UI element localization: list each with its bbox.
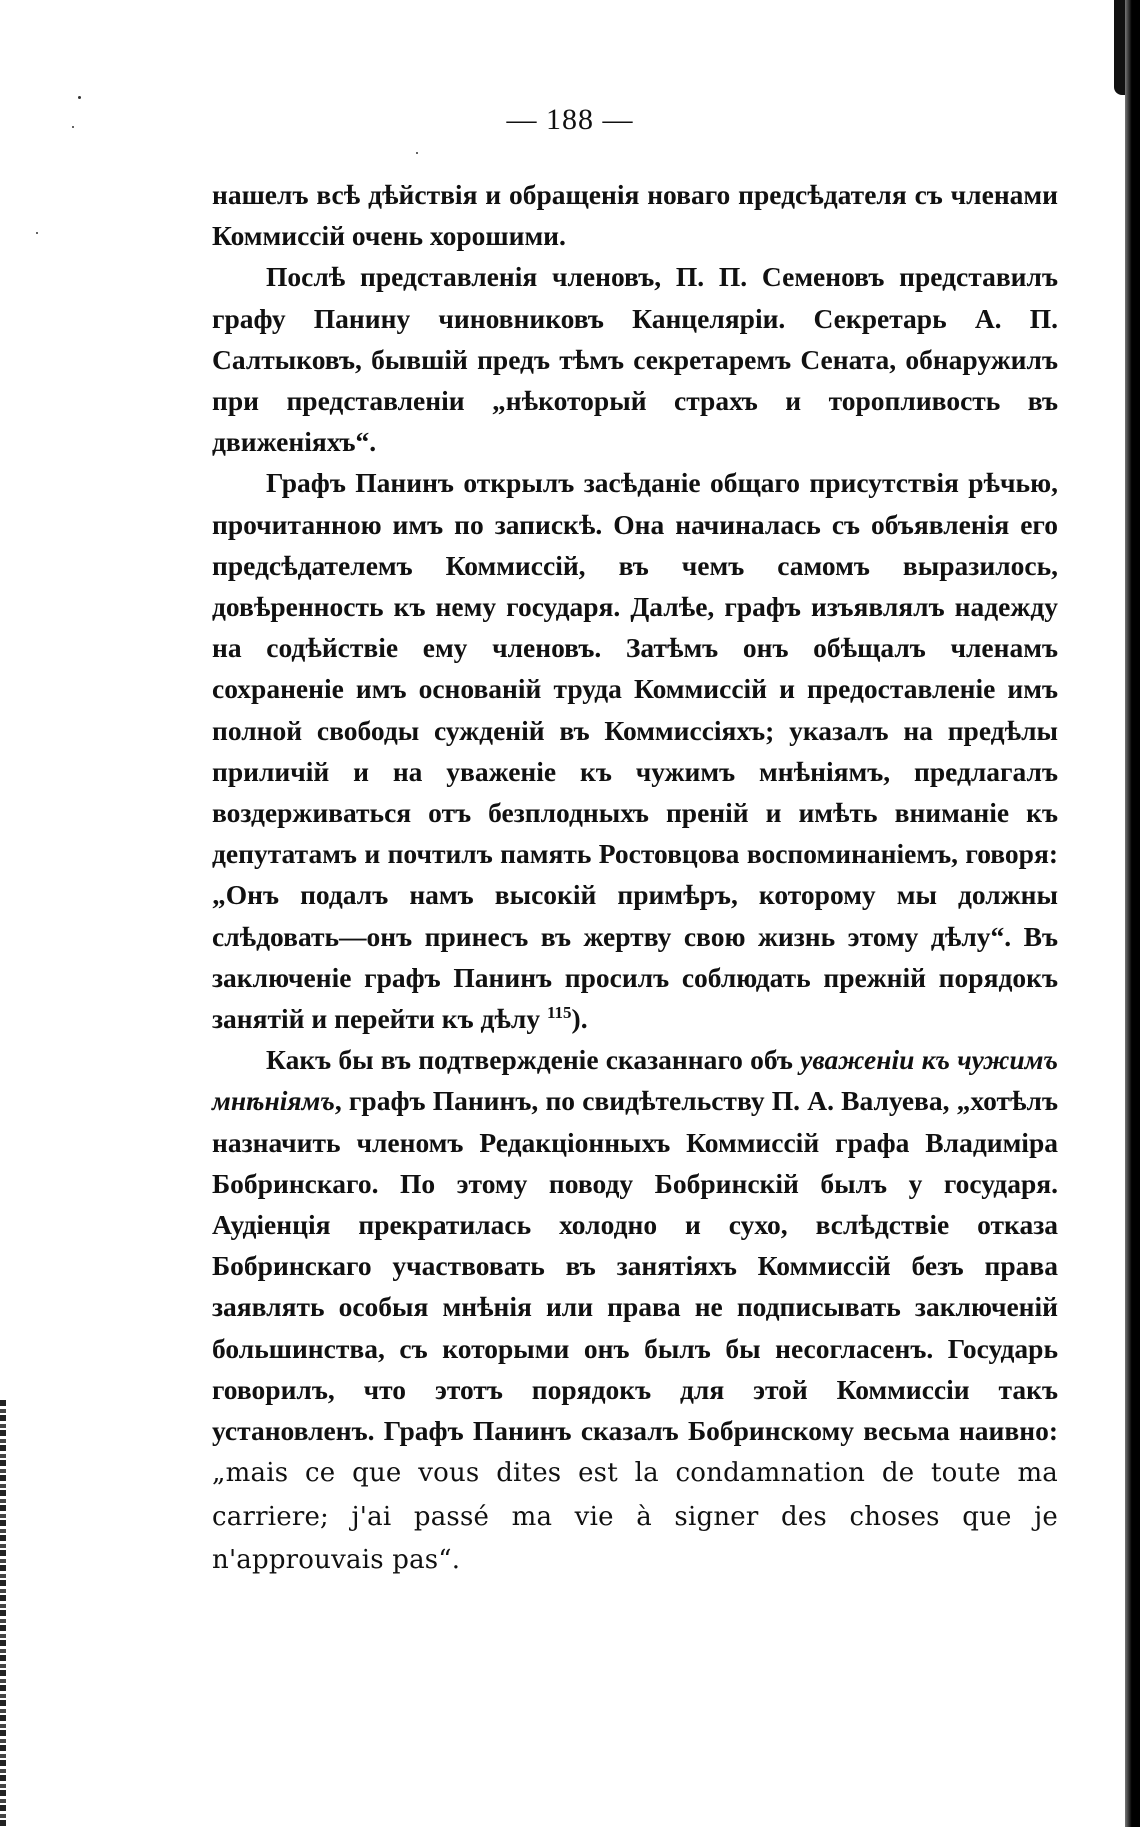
paragraph-presentation: Послѣ представленія членовъ, П. П. Семеновъ представилъ графу Панину чиновниковъ Канцеляріи. Секретарь А. П. Салтыковъ, бывшій предъ тѣмъ секретаремъ Сената, обнаружилъ при представленіи „нѣкоторый страхъ и торопливость въ движеніяхъ“. [212, 261, 1058, 458]
italic-phrase: уваженіи къ чужимъ мнѣніямъ [212, 1044, 1058, 1117]
paragraph-bobrinsky-lead: Какъ бы въ подтвержденіе сказаннаго объ [266, 1044, 793, 1076]
paragraph-continued: нашелъ всѣ дѣйствія и обращенія новаго предсѣдателя съ членами Коммиссій очень хорошими. [212, 179, 1058, 252]
scan-speck [416, 152, 418, 154]
paragraph-bobrinsky-text: , графъ Панинъ, по свидѣтельству П. А. Валуева, „хотѣлъ назначить членомъ Редакціонныхъ Коммиссій графа Владиміра Бобринскаго. По этому поводу Бобринскій былъ у государя. Аудіенція прекратилась холодно и сухо, вслѣдствіе отказа Бобринскаго участвовать въ занятіяхъ Коммиссій безъ права заявлять особыя мнѣнія или права не подписывать заключеній большинства, съ которыми онъ былъ бы несогласенъ. Государь говорилъ, что этотъ порядокъ для этой Коммиссіи такъ установленъ. Графъ Панинъ сказалъ Бобринскому весьма наивно: [212, 1085, 1058, 1447]
french-quote: „mais ce que vous dites est la condamnation de toute ma carriere; j'ai passé ma vie à signer des choses que je n'approuvais pas“. [212, 1458, 1058, 1575]
scan-edge-shadow-left [0, 1400, 6, 1827]
page-number: — 188 — [506, 103, 634, 136]
body-text [212, 174, 1058, 1581]
footnote-close: ). [571, 1003, 588, 1035]
footnote-ref: 115 [546, 1002, 572, 1022]
scan-speck [36, 232, 38, 234]
paragraph-speech-text: Графъ Панинъ открылъ засѣданіе общаго присутствія рѣчью, прочитанною имъ по запискѣ. Она начиналась съ объявленія его предсѣдателемъ Коммиссій, въ чемъ самомъ выразилось, довѣренность къ нему государя. Далѣе, графъ изъявлялъ надежду на содѣйствіе ему членовъ. Затѣмъ онъ обѣщалъ членамъ сохраненіе имъ основаній труда Коммиссій и предоставленіе имъ полной свободы сужденій въ Коммиссіяхъ; указалъ на предѣлы приличій и на уваженіе къ чужимъ мнѣніямъ, предлагалъ воздерживаться отъ безплодныхъ преній и имѣть вниманіе къ депутатамъ и почтилъ память Ростовцова воспоминаніемъ, говоря: „Онъ подалъ намъ высокій примѣръ, которому мы должны слѣдовать—онъ принесъ въ жертву свою жизнь этому дѣлу“. Въ заключеніе графъ Панинъ просилъ соблюдать прежній порядокъ занятій и перейти къ дѣлу [212, 467, 1058, 1035]
scan-edge-shadow-right [1125, 0, 1140, 1827]
scan-speck [78, 96, 81, 99]
paragraph-bobrinsky [212, 1039, 1058, 1581]
paragraph-speech [212, 462, 1058, 1039]
